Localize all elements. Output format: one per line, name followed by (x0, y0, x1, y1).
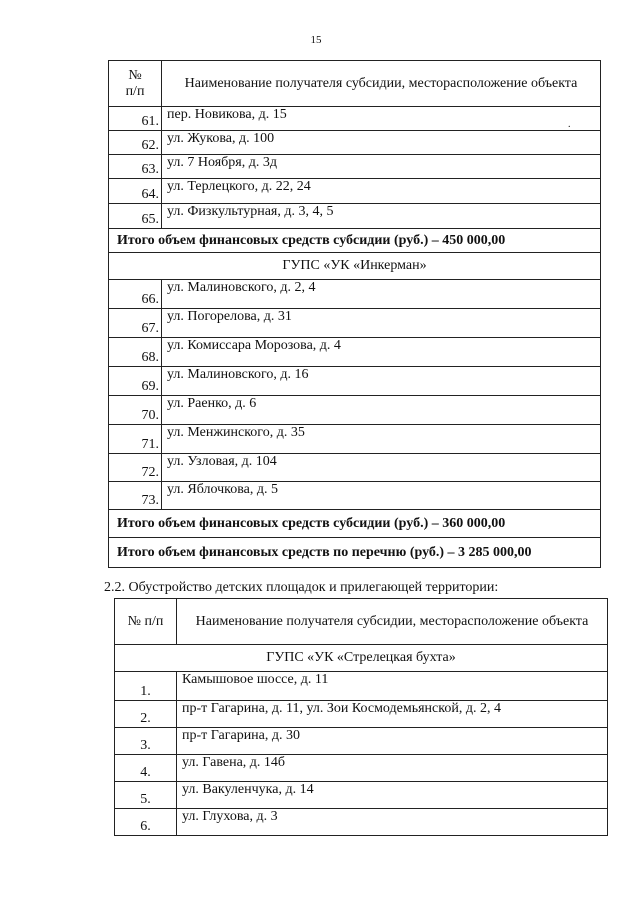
header-name: Наименование получателя субсидии, месторасположение объекта (162, 61, 601, 107)
table-header-row (109, 61, 601, 107)
row-num: 65. (109, 204, 162, 229)
row-address: Камышовое шоссе, д. 11 (177, 672, 608, 701)
row-num: 61. (109, 107, 162, 131)
section-title: 2.2. Обустройство детских площадок и прилегающей территории: (104, 580, 499, 595)
row-num: 73. (109, 482, 162, 510)
row-address: ул. Гавена, д. 14б (177, 755, 608, 782)
row-address: ул. Менжинского, д. 35 (162, 425, 601, 454)
row-num: 6. (115, 809, 177, 836)
row-num: 68. (109, 338, 162, 367)
group-row (115, 645, 608, 672)
table-row (109, 131, 601, 155)
table-row (109, 482, 601, 510)
row-address: пр-т Гагарина, д. 30 (177, 728, 608, 755)
group-name: ГУПС «УК «Инкерман» (109, 253, 601, 280)
subtotal-row (109, 229, 601, 253)
table-row (115, 672, 608, 701)
row-address: ул. Терлецкого, д. 22, 24 (162, 179, 601, 204)
row-num: 67. (109, 309, 162, 338)
grand-total-text: Итого объем финансовых средств по перечню (руб.) – 3 285 000,00 (109, 538, 601, 568)
row-num: 64. (109, 179, 162, 204)
row-address: ул. Вакуленчука, д. 14 (177, 782, 608, 809)
table-row (109, 155, 601, 179)
page-number: 15 (310, 34, 322, 46)
row-num: 69. (109, 367, 162, 396)
row-address: ул. Малиновского, д. 16 (162, 367, 601, 396)
grand-total-row (109, 538, 601, 568)
table-row (115, 728, 608, 755)
row-num: 5. (115, 782, 177, 809)
group-row (109, 253, 601, 280)
row-num: 70. (109, 396, 162, 425)
table-row (109, 204, 601, 229)
row-num: 1. (115, 672, 177, 701)
row-num: 71. (109, 425, 162, 454)
table-row (109, 425, 601, 454)
table-row (115, 809, 608, 836)
row-address: ул. Яблочкова, д. 5 (162, 482, 601, 510)
table-row (109, 179, 601, 204)
row-address: ул. Физкультурная, д. 3, 4, 5 (162, 204, 601, 229)
row-num: 66. (109, 280, 162, 309)
row-address: ул. Комиссара Морозова, д. 4 (162, 338, 601, 367)
row-num: 3. (115, 728, 177, 755)
row-address: ул. Раенко, д. 6 (162, 396, 601, 425)
header-num: № п/п (115, 599, 177, 645)
row-num: 72. (109, 454, 162, 482)
table-row (109, 338, 601, 367)
row-address: ул. Погорелова, д. 31 (162, 309, 601, 338)
header-num: № п/п (109, 61, 162, 107)
subsidy-table-1 (108, 60, 601, 568)
table-header-row (115, 599, 608, 645)
row-address: ул. Малиновского, д. 2, 4 (162, 280, 601, 309)
table-row (109, 107, 601, 131)
table-row (109, 309, 601, 338)
table-row (115, 782, 608, 809)
table-row (115, 755, 608, 782)
group-name: ГУПС «УК «Стрелецкая бухта» (115, 645, 608, 672)
table-row (115, 701, 608, 728)
subtotal-row (109, 510, 601, 538)
row-num: 2. (115, 701, 177, 728)
header-name: Наименование получателя субсидии, месторасположение объекта (177, 599, 608, 645)
table-row (109, 280, 601, 309)
table-row (109, 396, 601, 425)
row-address: ул. Глухова, д. 3 (177, 809, 608, 836)
subtotal-text: Итого объем финансовых средств субсидии (руб.) – 450 000,00 (109, 229, 601, 253)
row-address: пр-т Гагарина, д. 11, ул. Зои Космодемьянской, д. 2, 4 (177, 701, 608, 728)
row-address: ул. Жукова, д. 100 (162, 131, 601, 155)
row-address: ул. 7 Ноября, д. 3д (162, 155, 601, 179)
subtotal-text: Итого объем финансовых средств субсидии (руб.) – 360 000,00 (109, 510, 601, 538)
row-num: 63. (109, 155, 162, 179)
table-row (109, 454, 601, 482)
subsidy-table-2 (114, 598, 608, 836)
scan-speck: . (568, 119, 571, 130)
table-row (109, 367, 601, 396)
row-address: пер. Новикова, д. 15 (162, 107, 601, 131)
row-address: ул. Узловая, д. 104 (162, 454, 601, 482)
row-num: 62. (109, 131, 162, 155)
row-num: 4. (115, 755, 177, 782)
